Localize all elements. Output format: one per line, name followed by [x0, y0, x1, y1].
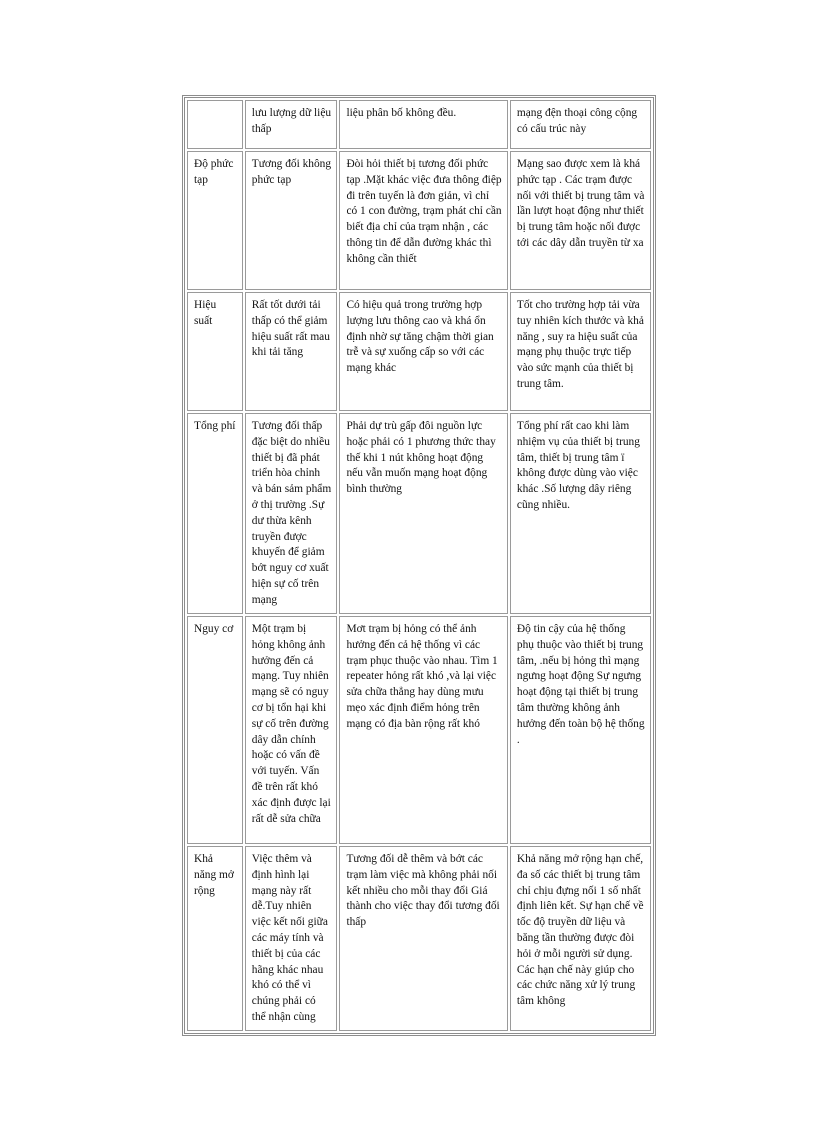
table-cell: Tương đối thấp đặc biệt do nhiều thiết bị đã phát triển hòa chỉnh và bán sảm phẩm ở thị trường .Sự dư thừa kênh truyền được khuyến để giảm bớt nguy cơ xuất hiện sự cố trên mạng — [245, 413, 338, 614]
network-comparison-table — [185, 98, 653, 1033]
row-label-cell: Tổng phí — [187, 413, 243, 614]
table-cell: Tổng phí rất cao khi làm nhiệm vụ của thiết bị trung tâm, thiết bị trung tâm ï không được dùng vào việc khác .Số lượng dây riêng cũng nhiều. — [510, 413, 651, 614]
table-cell: lưu lượng dữ liệu thấp — [245, 100, 338, 149]
table-row — [187, 100, 651, 149]
row-label-cell — [187, 100, 243, 149]
table-cell: Tốt cho trường hợp tải vừa tuy nhiên kích thước và khả năng , suy ra hiệu suất của mạng phụ thuộc trực tiếp vào sức mạnh của thiết bị trung tâm. — [510, 292, 651, 411]
table-cell: Độ tin cậy của hệ thống phụ thuộc vào thiết bị trung tâm, .nếu bị hỏng thì mạng ngưng hoạt động Sự ngưng hoạt động tại thiết bị trung tâm thường không ảnh hưởng đến toàn bộ hệ thống . — [510, 616, 651, 844]
table-row — [187, 292, 651, 411]
table-cell: Phải dự trù gấp đôi nguồn lực hoặc phải có 1 phương thức thay thế khi 1 nút không hoạt động nếu vẫn muốn mạng hoạt động bình thường — [339, 413, 507, 614]
table-cell: Có hiệu quả trong trường hợp lượng lưu thông cao và khá ổn định nhờ sự tăng chậm thời gian trễ và sự xuống cấp so với các mạng khác — [339, 292, 507, 411]
table-cell: liệu phân bố không đều. — [339, 100, 507, 149]
row-label-cell: Nguy cơ — [187, 616, 243, 844]
row-label-cell: Độ phức tạp — [187, 151, 243, 290]
table-cell: mạng đện thoại công cộng có cấu trúc này — [510, 100, 651, 149]
table-cell: Mạng sao được xem là khá phức tạp . Các trạm được nối với thiết bị trung tâm và lần lượt hoạt động như thiết bị trung tâm hoặc nối được tới các dây dẫn truyền từ xa — [510, 151, 651, 290]
table-cell: Khả năng mở rộng hạn chế, đa số các thiết bị trung tâm chỉ chịu đựng nối 1 số nhất định liên kết. Sự hạn chế về tốc độ truyền dữ liệu và băng tần thường được đòi hỏi ở mỗi người sử dụng. Các hạn chế này giúp cho các chức năng xử lý trung tâm không — [510, 846, 651, 1031]
table-cell: Một trạm bị hỏng không ảnh hưởng đến cả mạng. Tuy nhiên mạng sẽ có nguy cơ bị tổn hại khi sự cố trên đường dây dẫn chính hoặc có vấn đề với tuyến. Vấn đề trên rất khó xác định được lại rất dễ sửa chữa — [245, 616, 338, 844]
row-label-cell: Hiệu suất — [187, 292, 243, 411]
table-row — [187, 413, 651, 614]
table-cell: Đòi hỏi thiết bị tương đối phức tạp .Mặt khác việc đưa thông điệp đi trên tuyến là đơn giản, vì chỉ có 1 con đường, trạm phát chỉ cần biết địa chỉ của trạm nhận , các thông tin để dẫn đường khác thì không cần thiết — [339, 151, 507, 290]
table-cell: Mơt trạm bị hỏng có thể ảnh hưởng đến cả hệ thống vì các trạm phục thuộc vào nhau. Tìm 1 repeater hỏng rất khó ,và lại việc sửa chữa thẳng hay dùng mưu mẹo xác định điểm hỏng trên mạng có địa bàn rộng rất khó — [339, 616, 507, 844]
table-row — [187, 616, 651, 844]
table-cell: Rất tốt dưới tải thấp có thể giảm hiệu suất rất mau khi tải tăng — [245, 292, 338, 411]
table-row — [187, 846, 651, 1031]
table-cell: Tương đối dễ thêm và bớt các trạm làm việc mà không phải nối kết nhiều cho mỗi thay đổi Giá thành cho việc thay đổi tương đối thấp — [339, 846, 507, 1031]
row-label-cell: Khả năng mở rộng — [187, 846, 243, 1031]
table-cell: Việc thêm và định hình lại mạng này rất dễ.Tuy nhiên việc kết nối giữa các máy tính và thiết bị của các hãng khác nhau khó có thể vì chúng phải có thể nhận cùng — [245, 846, 338, 1031]
comparison-table-frame — [182, 95, 656, 1036]
table-cell: Tương đối không phức tạp — [245, 151, 338, 290]
table-row — [187, 151, 651, 290]
